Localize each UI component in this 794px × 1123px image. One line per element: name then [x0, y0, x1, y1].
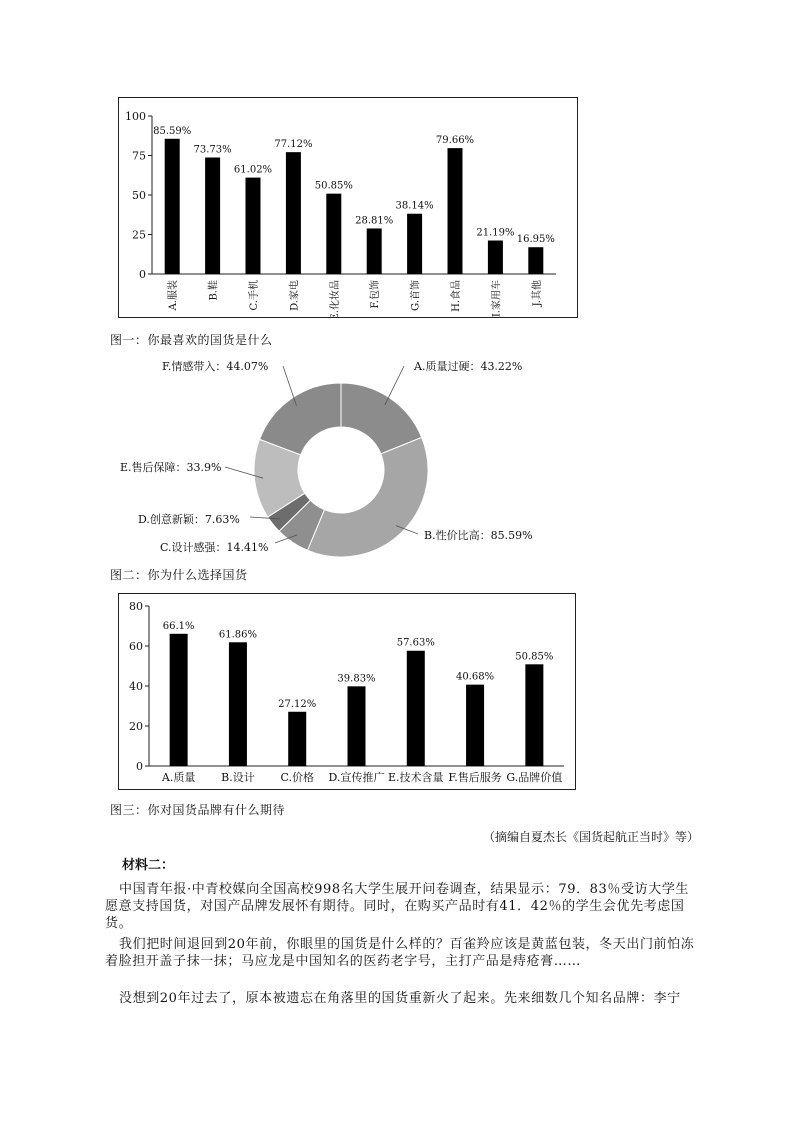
x-tick-label: J.其他: [531, 280, 543, 307]
bar: [170, 634, 188, 766]
slice-label: E.售后保障：33.9%: [120, 461, 222, 474]
data-label: 61.86%: [218, 629, 257, 641]
data-label: 66.1%: [162, 620, 195, 632]
x-tick-label: A.服装: [168, 280, 180, 311]
x-tick-label: B.鞋: [208, 280, 220, 301]
chart-favorite-products: [118, 97, 578, 318]
data-label: 73.73%: [193, 144, 232, 156]
data-label: 16.95%: [516, 234, 555, 246]
section-title: 材料二：: [122, 858, 175, 873]
x-tick-label: H.食品: [451, 280, 462, 312]
bar: [448, 148, 463, 274]
data-label: 85.59%: [153, 125, 192, 137]
x-tick-label: C.价格: [280, 771, 314, 784]
data-label: 77.12%: [274, 139, 313, 151]
y-tick-label: 60: [129, 640, 143, 653]
bar: [288, 712, 306, 766]
x-tick-label: D.宣传推广: [328, 771, 385, 784]
slice-label: D.创意新颖：7.63%: [138, 513, 240, 526]
data-label: 21.19%: [476, 227, 515, 239]
x-tick-label: F.售后服务: [448, 771, 502, 784]
bar: [246, 178, 261, 274]
donut-chart-reasons: [100, 350, 660, 560]
x-tick-label: E.化妆品: [329, 280, 341, 317]
source-citation: （摘编自夏杰长《国货起航正当时》等）: [482, 830, 699, 844]
data-label: 50.85%: [314, 180, 353, 192]
bar: [528, 247, 543, 274]
y-tick-label: 50: [132, 189, 146, 202]
data-label: 61.02%: [233, 164, 273, 176]
y-tick-label: 100: [125, 110, 146, 123]
paragraph-1: 中国青年报·中青校媒向全国高校998名大学生展开问卷调查，结果显示：79．83％受访大学生愿意支持国货，对国产品牌发展怀有期待。同时，在购买产品时有41．42％的学生会优先考虑国货。: [105, 882, 690, 931]
data-label: 79.66%: [435, 135, 475, 147]
bar: [286, 152, 301, 274]
x-tick-label: F.包饰: [370, 280, 382, 309]
bar: [367, 228, 382, 274]
bar: [348, 686, 366, 766]
paragraph-3: 没想到20年过去了，原本被遗忘在角落里的国货重新火了起来。先来细数几个知名品牌：李宁: [119, 991, 681, 1006]
data-label: 57.63%: [396, 637, 435, 649]
x-tick-label: D.家电: [289, 280, 301, 311]
donut-slice: [260, 383, 341, 455]
bar: [165, 139, 180, 274]
slice-label: B.性价比高：85.59%: [424, 529, 533, 542]
bar: [229, 642, 247, 766]
data-label: 27.12%: [278, 698, 317, 710]
slice-label: F.情感带入：44.07%: [162, 360, 269, 373]
y-tick-label: 75: [132, 149, 146, 163]
y-tick-label: 0: [139, 268, 146, 281]
x-tick-label: G.品牌价值: [506, 771, 563, 784]
bar: [205, 158, 220, 274]
donut-slice: [307, 437, 428, 557]
y-tick-label: 40: [129, 680, 143, 693]
bar-chart-favorite-products: [119, 98, 577, 317]
y-tick-label: 80: [129, 600, 143, 613]
figure-2-caption: 图二：你为什么选择国货: [110, 568, 248, 582]
x-tick-label: E.技术含量: [388, 771, 444, 784]
bar: [326, 194, 341, 274]
chart-brand-expectations: [118, 593, 576, 790]
leader-line: [385, 366, 404, 405]
slice-label: C.设计感强：14.41%: [160, 541, 269, 554]
x-tick-label: A.质量: [161, 771, 196, 784]
bar: [466, 685, 484, 766]
data-label: 38.14%: [395, 200, 434, 212]
figure-1-caption: 图一：你最喜欢的国货是什么: [110, 333, 273, 347]
bar: [488, 241, 503, 274]
figure-3-caption: 图三：你对国货品牌有什么期待: [110, 803, 286, 817]
data-label: 39.83%: [337, 673, 376, 685]
y-tick-label: 0: [136, 760, 143, 773]
x-tick-label: G.首饰: [410, 280, 422, 311]
y-tick-label: 25: [132, 228, 146, 242]
bar-chart-brand-expectations: [119, 594, 575, 789]
y-tick-label: 20: [129, 720, 143, 733]
data-label: 28.81%: [355, 215, 394, 227]
x-tick-label: B.设计: [221, 771, 255, 784]
bar: [407, 214, 422, 274]
bar: [407, 651, 425, 766]
x-tick-label: I.家用车: [491, 280, 503, 317]
data-label: 50.85%: [515, 651, 554, 663]
bar: [525, 664, 543, 766]
paragraph-2: 我们把时间退回到20年前，你眼里的国货是什么样的？百雀羚应该是黄蓝包装，冬天出门前怕冻着脸担开盖子抹一抹；马应龙是中国知名的医药老字号，主打产品是痔疮膏……: [105, 937, 695, 969]
data-label: 40.68%: [456, 671, 495, 683]
x-tick-label: C.手机: [249, 280, 260, 311]
slice-label: A.质量过硬：43.22%: [414, 360, 523, 373]
